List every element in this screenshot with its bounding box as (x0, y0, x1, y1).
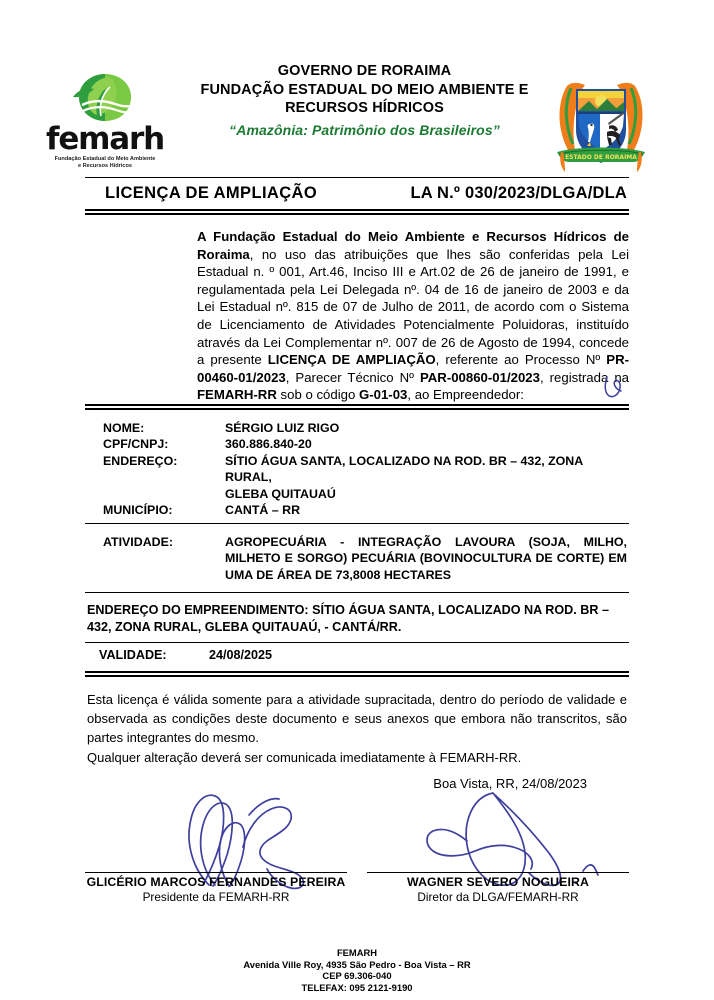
title-rule-bottom (85, 209, 629, 215)
signature-role-president: Presidente da FEMARH-RR (142, 890, 290, 905)
header-slogan: “Amazônia: Patrimônio dos Brasileiros” (229, 121, 500, 138)
license-type-title: LICENÇA DE AMPLIAÇÃO (105, 184, 318, 202)
signature-line-director (367, 872, 629, 873)
coat-of-arms-icon (545, 68, 657, 180)
field-label-validade: VALIDADE: (99, 648, 167, 663)
intro-text: A Fundação Estadual do Meio Ambiente e Recursos Hídricos de Roraima, no uso das atribuições que lhes são conferidas pela Lei Estadual n. º 001, Art.46, Inciso III e Art.02 de 26 de janeiro de 1991, e regulamentada pela Lei Delegada nº. 04 de 16 de janeiro de 2003 e da Lei Estadual nº. 815 de 07 de Julho de 2011, de acordo com o Sistema de Licenciamento de Atividades Potencialmente Poluidoras, instituído através da Lei Complementar nº. 007 de 26 de Agosto de 1994, concede a presente LICENÇA DE AMPLIAÇÃO, referente ao Processo Nº PR-00460-01/2023, Parecer Técnico Nº PAR-00860-01/2023, registrada na FEMARH-RR sob o código G-01-03, ao Empreendedor: (197, 229, 629, 403)
field-label-nome: NOME: (103, 420, 145, 435)
signature-block-president (85, 872, 347, 905)
signature-name-director: WAGNER SEVERO NOGUEIRA (407, 875, 589, 890)
footer-line-2: Avenida Ville Roy, 4935 São Pedro - Boa Vista – RR (243, 958, 471, 970)
place-and-date: Boa Vista, RR, 24/08/2023 (433, 776, 587, 792)
field-value-cpf-cnpj: 360.886.840-20 (225, 437, 312, 452)
fields-rule-top (85, 404, 629, 410)
field-label-cpf-cnpj: CPF/CNPJ: (103, 437, 169, 452)
document-footer (85, 947, 629, 993)
initials-ink-mark (599, 373, 633, 403)
enterprise-address: ENDEREÇO DO EMPREENDIMENTO: SÍTIO ÁGUA SANTA, LOCALIZADO NA ROD. BR – 432, ZONA RURAL, GLEBA QUITAUAÚ, - CANTÁ/RR. (87, 603, 609, 635)
signature-area (85, 787, 629, 905)
closing-paragraph-2: Qualquer alteração deverá ser comunicada imediatamente à FEMARH-RR. (87, 750, 522, 766)
signature-line-president (85, 872, 347, 873)
field-label-atividade: ATIVIDADE: (103, 534, 173, 549)
footer-line-1: FEMARH (336, 947, 378, 959)
femarh-wordmark: femarh (46, 121, 164, 157)
footer-line-3: CEP 69.306-040 (322, 970, 392, 982)
field-label-endereco: ENDEREÇO: (103, 453, 178, 468)
document-header (46, 0, 637, 177)
field-value-endereco (225, 453, 629, 503)
field-value-atividade: AGROPECUÁRIA - INTEGRAÇÃO LAVOURA (SOJA, MILHO, MILHETO E SORGO) PECUÁRIA (BOVINOCULTURA DE CORTE) EM UMA DE ÁREA DE 73,8008 HECTARES (225, 534, 627, 582)
header-gov-line-2: FUNDAÇÃO ESTADUAL DO MEIO AMBIENTE E (200, 81, 529, 98)
field-value-endereco-line1: SÍTIO ÁGUA SANTA, LOCALIZADO NA ROD. BR – 432, ZONA RURAL, (225, 453, 583, 485)
closing-text (85, 677, 629, 767)
femarh-leaf-icon (68, 70, 142, 126)
empreendedor-fields (85, 415, 629, 523)
field-row-municipio (103, 502, 629, 519)
field-value-endereco-line2: GLEBA QUITAUAÚ (225, 486, 336, 501)
femarh-logo-subtitle (25, 156, 185, 170)
intro-paragraph (197, 228, 629, 404)
femarh-logo (25, 70, 185, 170)
header-gov-line-1: GOVERNO DE RORAIMA (277, 63, 452, 79)
closing-paragraph-1: Esta licença é válida somente para a atividade supracitada, dentro do período de validade e observada as condições deste documento e seus anexos que embora não transcritos, são partes integrantes do mesmo. (87, 692, 627, 746)
field-label-municipio: MUNICÍPIO: (103, 503, 173, 518)
atividade-row (85, 524, 629, 593)
title-bar (85, 178, 629, 209)
signature-role-director: Diretor da DLGA/FEMARH-RR (417, 890, 579, 905)
field-row-cpf-cnpj (103, 436, 629, 453)
field-value-nome: SÉRGIO LUIZ RIGO (225, 420, 340, 435)
license-number: LA N.º 030/2023/DLGA/DLA (410, 184, 627, 202)
field-row-nome (103, 420, 629, 437)
header-gov-line-3: RECURSOS HÍDRICOS (285, 100, 444, 116)
validity-row (85, 643, 629, 671)
signature-name-president: GLICÉRIO MARCOS FERNANDES PEREIRA (86, 875, 346, 890)
signature-block-director (367, 872, 629, 905)
femarh-logo-subtitle-line2: e Recursos Hídricos (77, 163, 133, 169)
field-value-validade: 24/08/2025 (209, 648, 273, 663)
field-row-endereco (103, 453, 629, 503)
svg-text:ESTADO DE RORAIMA: ESTADO DE RORAIMA (565, 154, 637, 161)
signature-blocks (85, 872, 629, 905)
footer-line-4: TELEFAX: 095 2121-9190 (301, 981, 413, 993)
femarh-logo-subtitle-line1: Fundação Estadual do Meio Ambiente (54, 156, 156, 162)
field-value-municipio: CANTÁ – RR (225, 503, 301, 518)
